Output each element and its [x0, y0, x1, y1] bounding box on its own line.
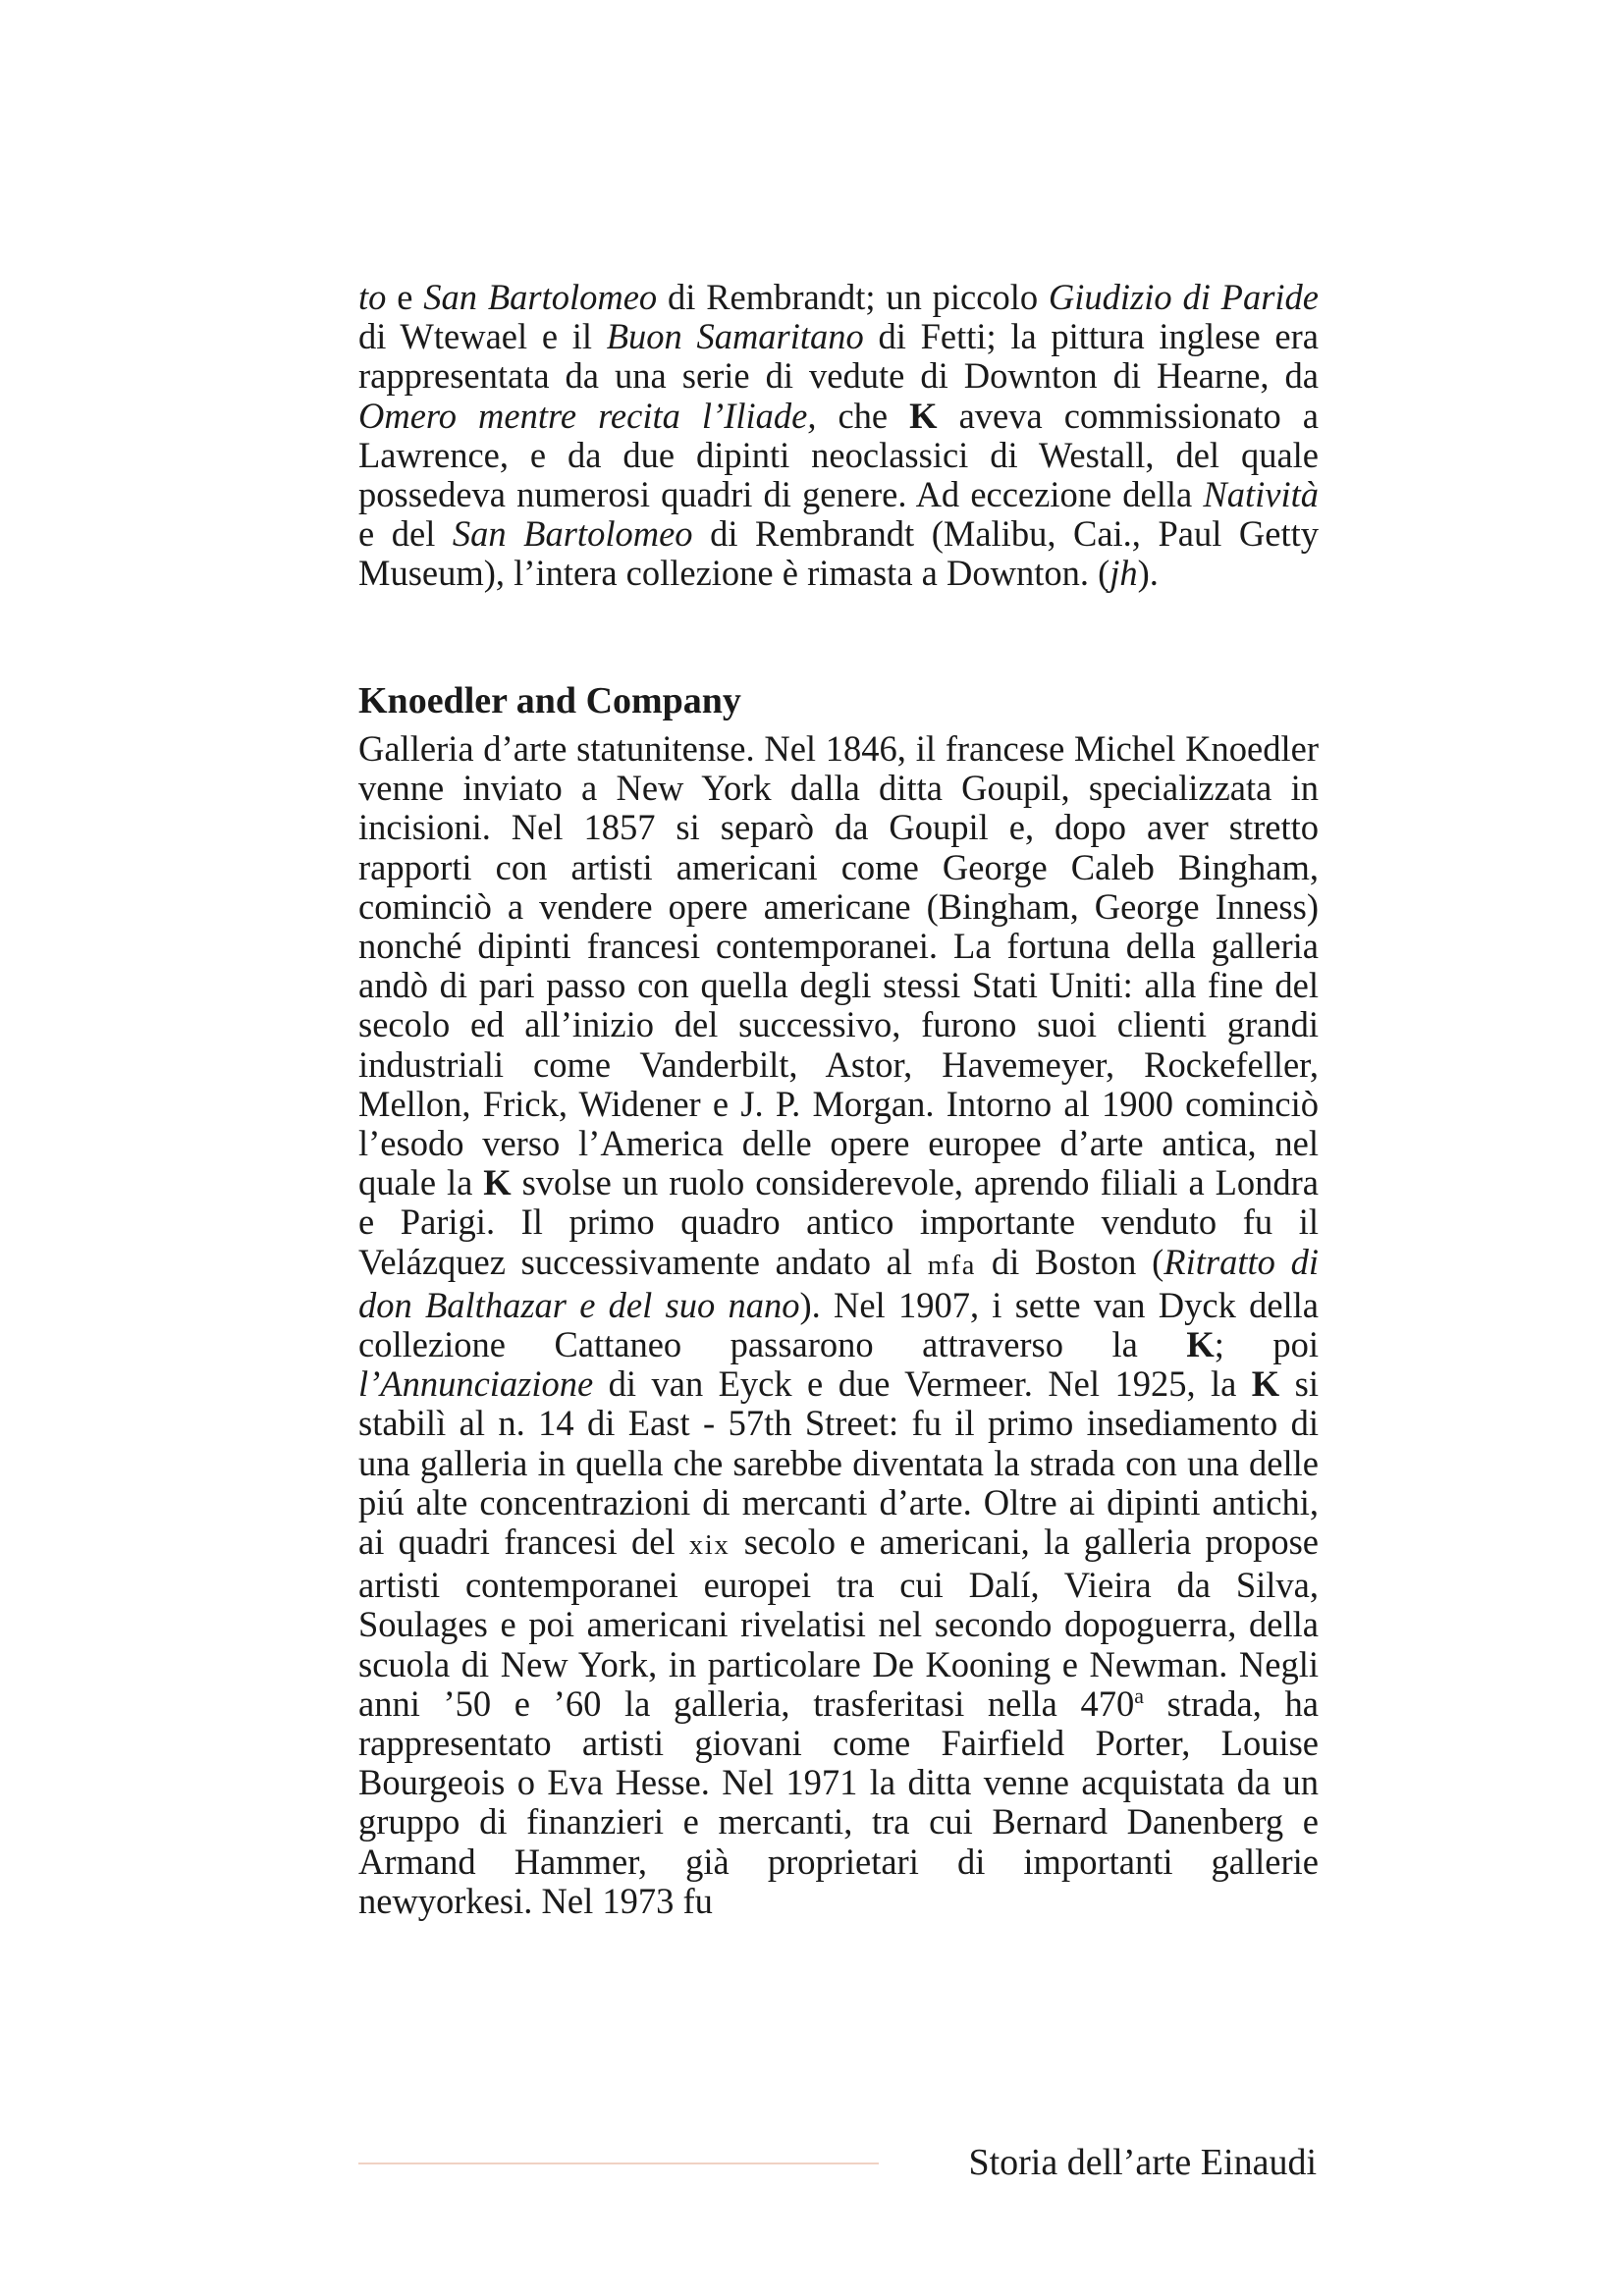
text-run: si stabilì al n. 14 di East - 57th Street: fu il primo insediamento di una galleria in quella che sarebbe diventata la strada con una delle piú alte concentrazioni di mercanti d’arte. Oltre ai dipinti antichi, ai quadri francesi del [358, 1363, 1319, 1563]
text-run: ; poi [1214, 1324, 1319, 1365]
text-run: di van Eyck e due Vermeer. Nel 1925, la [593, 1363, 1252, 1405]
text-run: Omero mentre recita l’Iliade, [358, 395, 817, 436]
text-run: San Bartolomeo [423, 277, 658, 317]
previous-entry-continuation [358, 278, 1319, 594]
text-run: di Fetti; la pittura inglese era rappresentata da una serie di vedute di Downton di Hearne, da [358, 316, 1319, 397]
text-run: Giudizio di Paride [1048, 277, 1320, 317]
entry-body [358, 729, 1319, 1921]
text-run: Galleria d’arte statunitense. Nel 1846, il francese Michel Knoedler venne inviato a New York dalla ditta Goupil, specializzata in incisioni. Nel 1857 si separò da Goupil e, dopo aver stretto rapporti con artisti americani come George Caleb Bingham, cominciò a vendere opere americane (Bingham, George Inness) nonché dipinti francesi contemporanei. La fortuna della galleria andò di pari passo con quella degli stessi Stati Uniti: alla fine del secolo ed all’inizio del successivo, furono suoi clienti grandi industriali come Vanderbilt, Astor, Havemeyer, Rockefeller, Mellon, Frick, Widener e J. P. Morgan. Intorno al 1900 cominciò l’esodo verso l’America delle opere europee d’arte antica, nel quale la [358, 728, 1319, 1203]
footer-rule [358, 2163, 879, 2164]
text-run: e del [358, 513, 453, 555]
footer-publisher: Storia dell’arte Einaudi [968, 2142, 1317, 2183]
text-run: Ritratto di don Balthazar e del suo nano [358, 1241, 1319, 1325]
text-run: jh [1109, 553, 1138, 594]
text-run: mfa [927, 1250, 977, 1281]
text-run: secolo e americani, la galleria propose artisti contemporanei europei tra cui Dalí, Vieira da Silva, Soulages e poi americani rivelatisi nel secondo dopoguerra, della scuola di New York, in particolare De Kooning e Newman. Negli anni ’50 e ’60 la galleria, trasferitasi nella 470 [358, 1522, 1320, 1724]
text-run: a [1134, 1682, 1144, 1708]
text-run: di Rembrandt (Malibu, Cai., Paul Getty Museum), l’intera collezione è rimasta a Downton. ( [358, 513, 1320, 594]
text-run: di Wtewael e il [358, 316, 607, 357]
text-run: ). Nel 1907, i sette van Dyck della collezione Cattaneo passarono attraverso la [358, 1284, 1320, 1365]
text-run: xix [688, 1530, 730, 1562]
text-run: di Rembrandt; un piccolo [657, 277, 1049, 317]
text-run: l’Annunciazione [358, 1363, 594, 1405]
text-run: K [909, 395, 938, 436]
text-run: Buon Samaritano [606, 316, 864, 357]
text-run: to [358, 277, 387, 317]
text-run: San Bartolomeo [452, 513, 693, 555]
text-run: K [1251, 1363, 1280, 1405]
text-run: K [483, 1162, 512, 1203]
text-run: K [1186, 1324, 1215, 1365]
text-run: Natività [1203, 474, 1319, 515]
text-run: aveva commissionato a Lawrence, e da due dipinti neoclassici di Westall, del quale possedeva numerosi quadri di genere. Ad eccezione della [358, 395, 1319, 515]
entry-heading: Knoedler and Company [358, 680, 741, 721]
text-run: svolse un ruolo considerevole, aprendo filiali a Londra e Parigi. Il primo quadro antico importante venduto fu il Velázquez successivamente andato al [358, 1162, 1319, 1282]
text-run: e [386, 277, 424, 317]
text-run: di Boston ( [976, 1241, 1164, 1282]
text-run: che [816, 395, 910, 436]
text-run: ). [1137, 553, 1159, 594]
text-run: strada, ha rappresentato artisti giovani come Fairfield Porter, Louise Bourgeois o Eva Hesse. Nel 1971 la ditta venne acquistata da un gruppo di finanzieri e mercanti, tra cui Bernard Danenberg e Armand Hammer, già proprietari di importanti gallerie newyorkesi. Nel 1973 fu [358, 1682, 1319, 1921]
